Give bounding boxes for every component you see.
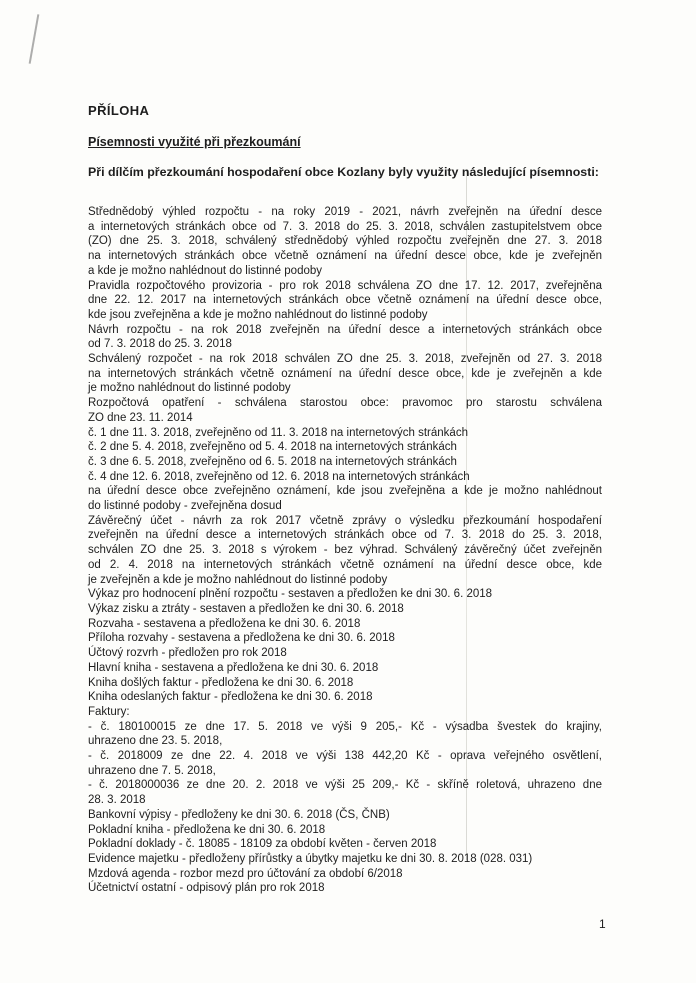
document-line: Příloha rozvahy - sestavena a předložena ke dni 30. 6. 2018	[88, 632, 395, 645]
document-line: - č. 180100015 ze dne 17. 5. 2018 ve výši 9 205,- Kč - výsadba švestek do krajiny,	[88, 720, 602, 733]
document-line: od 2. 4. 2018 na internetových stránkách včetně oznámení na úřední desce obce, kde	[88, 558, 602, 571]
document-line: zveřejněn na úřední desce a internetových stránkách obce od 7. 3. 2018 do 25. 3. 2018,	[88, 529, 602, 542]
document-line: Evidence majetku - předloženy přírůstky a úbytky majetku ke dni 30. 8. 2018 (028. 031)	[88, 852, 533, 865]
document-line: Mzdová agenda - rozbor mezd pro účtování za období 6/2018	[88, 867, 403, 880]
document-line: do listinné podoby - zveřejněna dosud	[88, 500, 282, 513]
document-line: Bankovní výpisy - předloženy ke dni 30. 6. 2018 (ČS, ČNB)	[88, 808, 390, 821]
document-line: - č. 2018009 ze dne 22. 4. 2018 ve výši 138 442,20 Kč - oprava veřejného osvětlení,	[88, 750, 602, 763]
document-line: - č. 2018000036 ze dne 20. 2. 2018 ve výši 25 209,- Kč - skříně roletová, uhrazeno dne	[88, 779, 602, 792]
scan-mark	[29, 14, 40, 64]
document-line: schválen ZO dne 25. 3. 2018 s výrokem - bez výhrad. Schválený závěrečný účet zveřejněn	[88, 544, 602, 557]
document-line: a internetových stránkách obce od 7. 3. 2018 do 25. 3. 2018, schválen zastupitelstvem obce	[88, 220, 602, 233]
page-title: PŘÍLOHA	[88, 103, 150, 118]
document-line: Rozpočtová opatření - schválena starostou obce: pravomoc pro starostu schválena	[88, 397, 602, 410]
document-line: dne 22. 12. 2017 na internetových stránkách obce včetně oznámení na úřední desce obce,	[88, 294, 602, 307]
page-number: 1	[599, 917, 606, 931]
document-line: č. 3 dne 6. 5. 2018, zveřejněno od 6. 5. 2018 na internetových stránkách	[88, 455, 457, 468]
document-line: Kniha odeslaných faktur - předložena ke dni 30. 6. 2018	[88, 691, 373, 704]
document-line: 28. 3. 2018	[88, 794, 146, 807]
document-line: Pokladní kniha - předložena ke dni 30. 6. 2018	[88, 823, 326, 836]
document-line: na internetových stránkách obce včetně oznámení na úřední desce obce, kde je zveřejněn	[88, 250, 602, 263]
document-line: Pokladní doklady - č. 18085 - 18109 za období květen - červen 2018	[88, 838, 437, 851]
document-line: č. 1 dne 11. 3. 2018, zveřejněno od 11. 3. 2018 na internetových stránkách	[88, 426, 468, 439]
document-line: Kniha došlých faktur - předložena ke dni 30. 6. 2018	[88, 676, 354, 689]
document-line: Pravidla rozpočtového provizoria - pro rok 2018 schválena ZO dne 17. 12. 2017, zveřejněna	[88, 279, 602, 292]
document-line: Schválený rozpočet - na rok 2018 schválen ZO dne 25. 3. 2018, zveřejněn od 27. 3. 2018	[88, 353, 602, 366]
document-line: Závěrečný účet - návrh za rok 2017 včetně zprávy o výsledku přezkoumání hospodaření	[88, 514, 602, 527]
document-line: ZO dne 23. 11. 2014	[88, 411, 193, 424]
document-line: Účtový rozvrh - předložen pro rok 2018	[88, 647, 287, 660]
document-line: Výkaz pro hodnocení plnění rozpočtu - sestaven a předložen ke dni 30. 6. 2018	[88, 588, 493, 601]
document-line: je zveřejněn a kde je možno nahlédnout do listinné podoby	[88, 573, 388, 586]
document-line: od 7. 3. 2018 do 25. 3. 2018	[88, 338, 232, 351]
document-line: na internetových stránkách včetně oznámení na úřední desce obce, kde je zveřejněn a kde	[88, 367, 602, 380]
document-line: Faktury:	[88, 705, 130, 718]
section-subtitle: Písemnosti využité při přezkoumání	[88, 135, 301, 149]
document-line: Střednědobý výhled rozpočtu - na roky 2019 - 2021, návrh zveřejněn na úřední desce	[88, 206, 602, 218]
document-list	[88, 205, 602, 896]
document-line: Výkaz zisku a ztráty - sestaven a předložen ke dni 30. 6. 2018	[88, 602, 404, 615]
document-line: č. 4 dne 12. 6. 2018, zveřejněno od 12. 6. 2018 na internetových stránkách	[88, 470, 470, 483]
document-line: uhrazeno dne 7. 5. 2018,	[88, 764, 216, 777]
document-line: Návrh rozpočtu - na rok 2018 zveřejněn na úřední desce a internetových stránkách obce	[88, 323, 602, 336]
intro-paragraph: Při dílčím přezkoumání hospodaření obce Kozlany byly využity následující písemnosti:	[88, 165, 599, 179]
document-line: uhrazeno dne 23. 5. 2018,	[88, 735, 223, 748]
document-line: na úřední desce obce zveřejněno oznámení, kde jsou zveřejněna a kde je možno nahlédnout	[88, 485, 602, 498]
document-line: Hlavní kniha - sestavena a předložena ke dni 30. 6. 2018	[88, 661, 379, 674]
document-line: je možno nahlédnout do listinné podoby	[88, 382, 291, 395]
document-line: Rozvaha - sestavena a předložena ke dni 30. 6. 2018	[88, 617, 361, 630]
document-line: a kde je možno nahlédnout do listinné podoby	[88, 264, 323, 277]
document-line: Účetnictví ostatní - odpisový plán pro rok 2018	[88, 882, 325, 895]
document-line: č. 2 dne 5. 4. 2018, zveřejněno od 5. 4. 2018 na internetových stránkách	[88, 441, 457, 454]
document-line: (ZO) dne 25. 3. 2018, schválený střednědobý výhled rozpočtu zveřejněn dne 27. 3. 2018	[88, 235, 602, 248]
document-line: kde jsou zveřejněna a kde je možno nahlédnout do listinné podoby	[88, 308, 428, 321]
